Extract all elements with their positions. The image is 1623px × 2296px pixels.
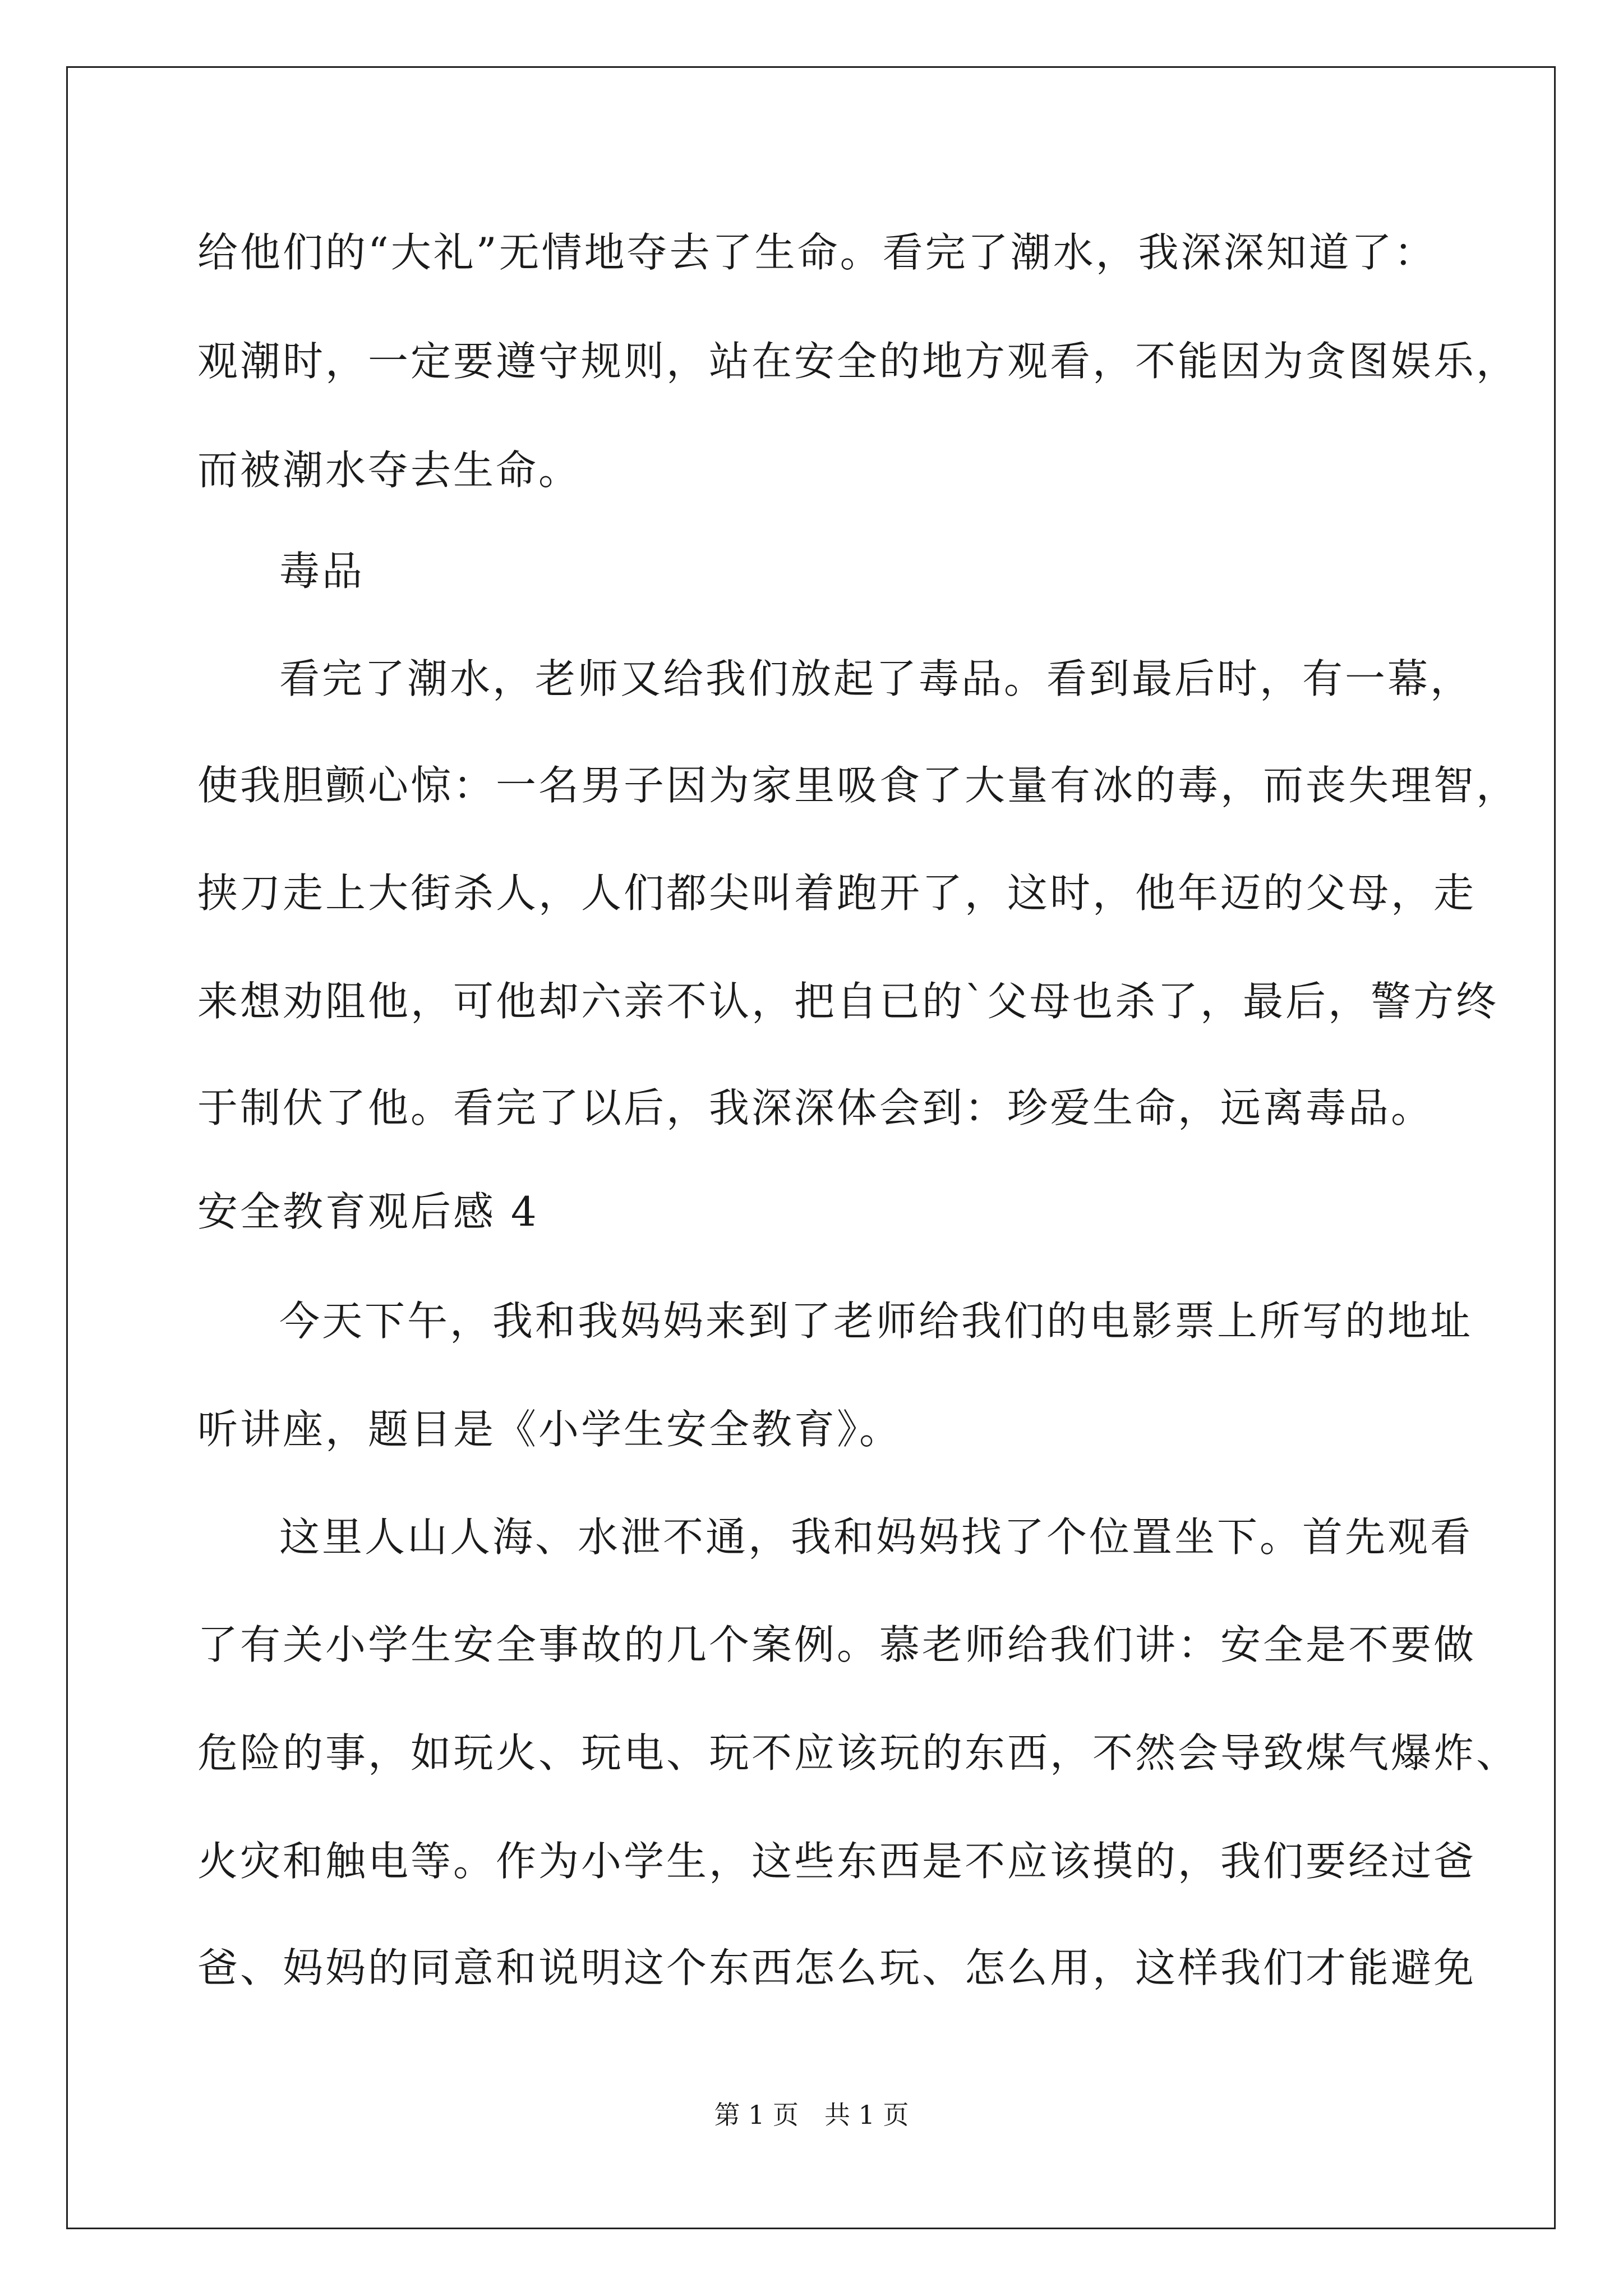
body-text-line: 于制伏了他。看完了以后，我深深体会到：珍爱生命，远离毒品。 [197, 1084, 1434, 1131]
essay-title: 安全教育观后感 4 [197, 1188, 539, 1235]
body-text-line: 观潮时，一定要遵守规则，站在安全的地方观看，不能因为贪图娱乐， [197, 338, 1519, 385]
body-text-line: 了有关小学生安全事故的几个案例。慕老师给我们讲：安全是不要做 [197, 1621, 1477, 1668]
body-text-line: 这里人山人海、水泄不通，我和妈妈找了个位置坐下。首先观看 [279, 1513, 1473, 1561]
body-text-line: 给他们的“大礼”无情地夺去了生命。看完了潮水，我深深知道了： [197, 229, 1437, 276]
body-text-line: 使我胆颤心惊：一名男子因为家里吸食了大量有冰的毒，而丧失理智， [197, 762, 1519, 809]
section-heading-drugs: 毒品 [279, 547, 365, 595]
body-text-line: 看完了潮水，老师又给我们放起了毒品。看到最后时，有一幕， [279, 655, 1473, 702]
page-number-footer: 第 1 页 共 1 页 [714, 2100, 909, 2130]
body-text-line: 挟刀走上大街杀人，人们都尖叫着跑开了，这时，他年迈的父母，走 [197, 869, 1477, 917]
body-text-line: 危险的事，如玩火、玩电、玩不应该玩的东西，不然会导致煤气爆炸、 [197, 1729, 1519, 1777]
body-text-line: 火灾和触电等。作为小学生，这些东西是不应该摸的，我们要经过爸 [197, 1838, 1477, 1885]
body-text-line: 今天下午，我和我妈妈来到了老师给我们的电影票上所写的地址 [279, 1297, 1473, 1345]
page-border [66, 66, 1556, 2229]
body-text-line: 听讲座，题目是《小学生安全教育》。 [197, 1406, 902, 1453]
body-text-line: 来想劝阻他，可他却六亲不认，把自已的`父母也杀了，最后，警方终 [197, 978, 1499, 1025]
body-text-line: 爸、妈妈的同意和说明这个东西怎么玩、怎么用，这样我们才能避免 [197, 1944, 1477, 1991]
body-text-line: 而被潮水夺去生命。 [197, 447, 582, 494]
